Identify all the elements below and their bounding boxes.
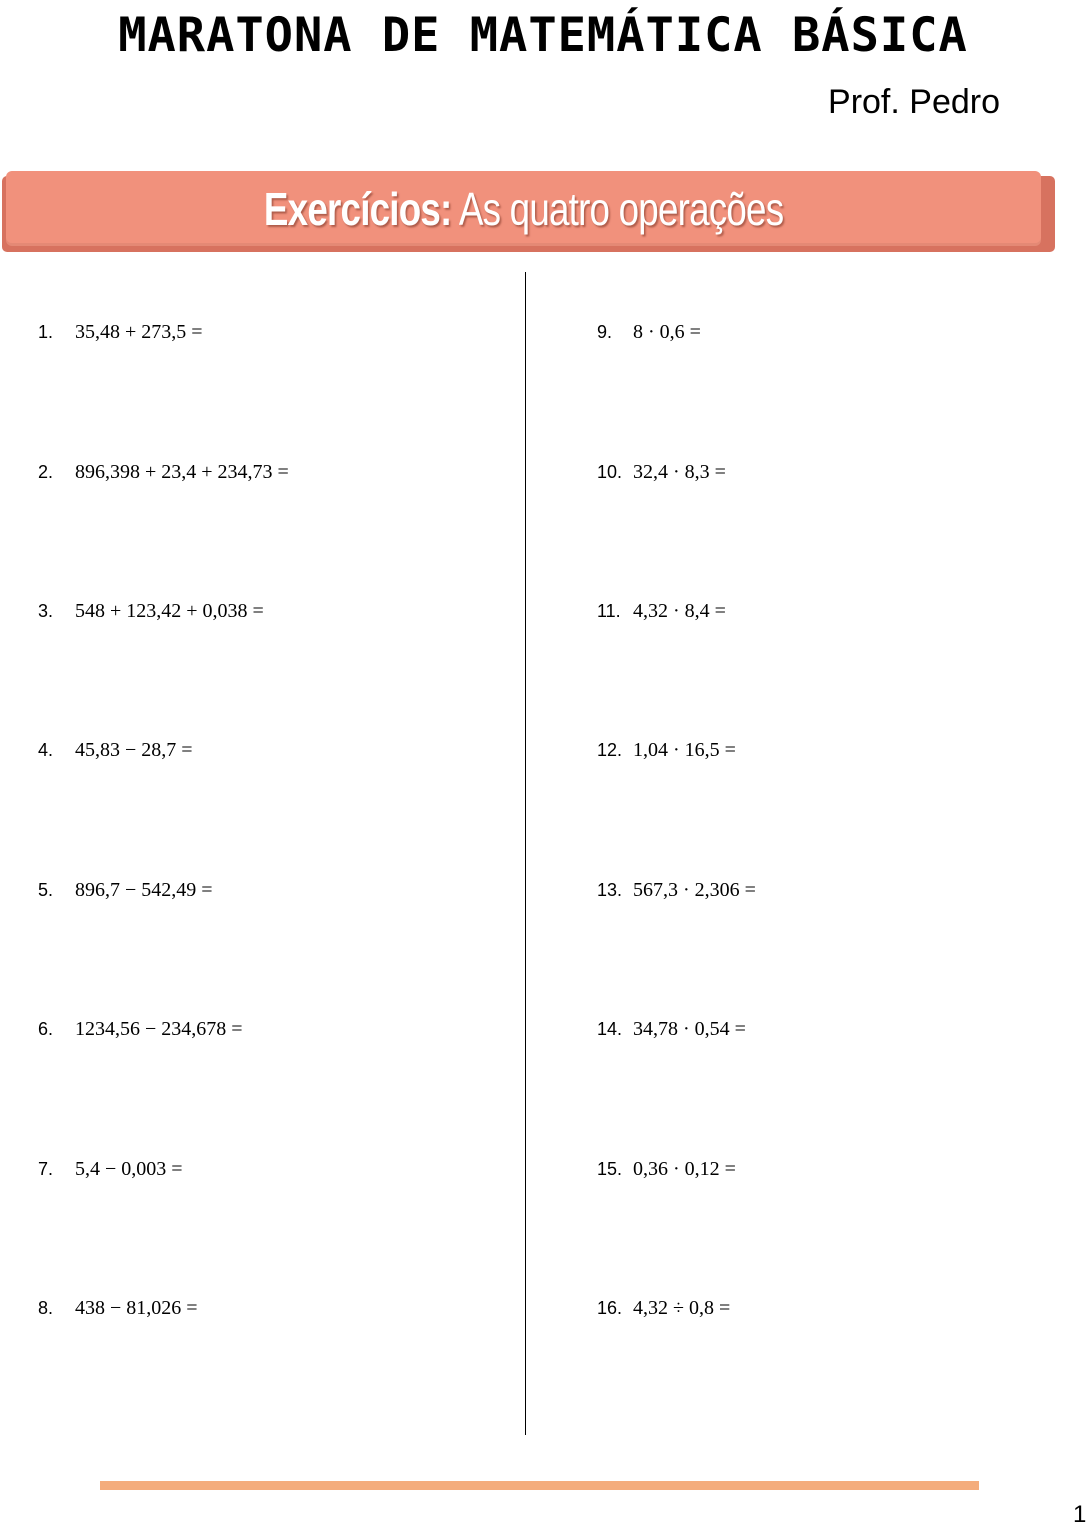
exercise-number: 9. xyxy=(597,322,613,342)
exercise-expression: 896,398 + 23,4 + 234,73 = xyxy=(75,461,289,483)
exercise-expression: 5,4 − 0,003 = xyxy=(75,1158,183,1180)
banner-regular-text: As quatro operações xyxy=(451,182,784,235)
exercise-item xyxy=(38,460,289,484)
banner-title xyxy=(264,182,783,236)
exercise-item xyxy=(38,1157,183,1181)
exercise-number: 13. xyxy=(597,880,623,900)
exercise-expression: 34,78 · 0,54 = xyxy=(633,1018,746,1040)
exercise-number: 4. xyxy=(38,740,54,760)
exercise-number: 3. xyxy=(38,601,54,621)
exercise-item xyxy=(597,1296,730,1320)
exercise-item xyxy=(597,1157,736,1181)
exercise-number: 8. xyxy=(38,1298,54,1318)
exercise-number: 10. xyxy=(597,462,623,482)
exercise-number: 11. xyxy=(597,601,621,621)
section-banner xyxy=(6,171,1041,246)
exercise-item xyxy=(38,738,193,762)
exercise-item xyxy=(597,1017,746,1041)
exercise-expression: 35,48 + 273,5 = xyxy=(75,321,203,343)
exercise-item xyxy=(597,738,736,762)
exercise-item xyxy=(38,320,203,344)
exercise-item xyxy=(597,599,726,623)
exercise-expression: 438 − 81,026 = xyxy=(75,1297,198,1319)
exercise-item xyxy=(38,878,213,902)
exercise-expression: 8 · 0,6 = xyxy=(633,321,701,343)
exercise-expression: 45,83 − 28,7 = xyxy=(75,739,193,761)
page-title: MARATONA DE MATEMÁTICA BÁSICA xyxy=(118,8,968,63)
exercise-number: 16. xyxy=(597,1298,623,1318)
exercise-item xyxy=(597,320,701,344)
column-divider xyxy=(525,272,526,1435)
exercise-item xyxy=(38,1017,243,1041)
exercise-expression: 4,32 ÷ 0,8 = xyxy=(633,1297,731,1319)
footer-bar xyxy=(100,1481,979,1490)
page-number: 1 xyxy=(1073,1501,1086,1528)
exercise-item xyxy=(597,460,726,484)
exercise-expression: 896,7 − 542,49 = xyxy=(75,879,213,901)
exercise-expression: 567,3 · 2,306 = xyxy=(633,879,756,901)
exercise-expression: 1234,56 − 234,678 = xyxy=(75,1018,243,1040)
exercise-item xyxy=(38,599,264,623)
exercise-expression: 1,04 · 16,5 = xyxy=(633,739,736,761)
exercise-expression: 32,4 · 8,3 = xyxy=(633,461,726,483)
exercise-number: 6. xyxy=(38,1019,54,1039)
exercise-number: 7. xyxy=(38,1159,54,1179)
exercise-expression: 548 + 123,42 + 0,038 = xyxy=(75,600,264,622)
author-name: Prof. Pedro xyxy=(828,83,1000,121)
exercise-item xyxy=(38,1296,198,1320)
exercise-number: 2. xyxy=(38,462,54,482)
exercise-number: 1. xyxy=(38,322,54,342)
exercise-expression: 0,36 · 0,12 = xyxy=(633,1158,736,1180)
exercise-expression: 4,32 · 8,4 = xyxy=(633,600,726,622)
exercise-item xyxy=(597,878,756,902)
exercise-number: 14. xyxy=(597,1019,623,1039)
exercise-number: 5. xyxy=(38,880,54,900)
exercise-number: 15. xyxy=(597,1159,623,1179)
banner-bold-text: Exercícios: xyxy=(263,182,452,235)
exercise-number: 12. xyxy=(597,740,623,760)
